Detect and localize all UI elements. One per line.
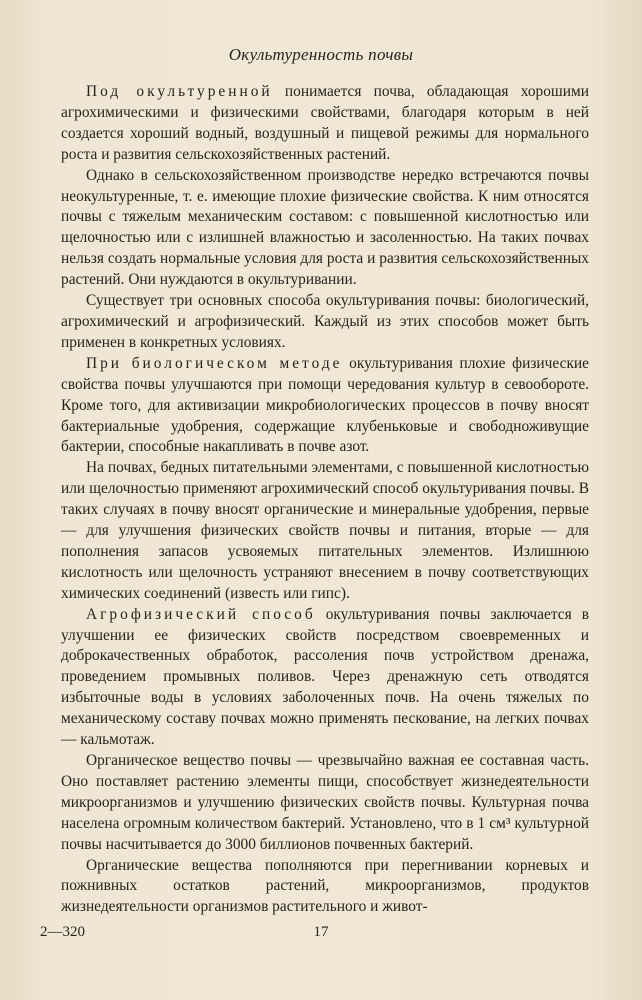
paragraph-2 bbox=[61, 166, 589, 291]
paragraph-8-text: Органические вещества пополняются при перегнивании корневых и пожнивных остатков растений, микроорганизмов, продуктов жизнедеятельности организмов растительного и живот- bbox=[61, 856, 589, 916]
paragraph-4-text: окультуривания плохие физические свойства почвы улучшаются при помощи чередования культур в севообороте. Кроме того, для активизации микробиологических процессов в почву вносят бактериальные удобрения, содержащие клубеньковые и свободноживущие бактерии, способные накапливать в почве азот. bbox=[61, 354, 589, 456]
paragraph-3-text: Существует три основных способа окультуривания почвы: биологический, агрохимический и агрофизический. Каждый из этих способов может быть применен в конкретных условиях. bbox=[61, 292, 589, 351]
body-text bbox=[61, 82, 589, 918]
paragraph-7 bbox=[61, 751, 589, 856]
paragraph-2-text: Однако в сельскохозяйственном производстве нередко встречаются почвы неокультуренные, т. е. имеющие плохие физические свойства. К ним относятся почвы с тяжелым механическим составом: с повышенной кислотностью или щелочностью или с излишней влажностью и засоленностью. На таких почвах нельзя создать нормальные условия для роста и развития сельскохозяйственных растений. Они нуждаются в окультуривании. bbox=[61, 166, 589, 289]
paragraph-3 bbox=[61, 291, 589, 354]
paragraph-1-lead: Под окультуренной bbox=[86, 83, 273, 100]
page-number: 17 bbox=[313, 924, 329, 940]
paragraph-6 bbox=[61, 605, 589, 751]
paragraph-4 bbox=[61, 354, 589, 459]
paragraph-1-text: понимается почва, обладающая хорошими агрохимическими и физическими свойствами, благодаря которым в ней создается хороший водный, воздушный и пищевой режимы для нормального роста и развития сельскохозяйственных растений. bbox=[61, 83, 589, 163]
section-title: Окультуренность почвы bbox=[228, 45, 414, 64]
paragraph-5 bbox=[61, 458, 589, 604]
paragraph-1 bbox=[61, 82, 589, 166]
paragraph-5-text: На почвах, бедных питательными элементами, с повышенной кислотностью или щелочностью применяют агрохимический способ окультуривания почвы. В таких случаях в почву вносят органические и минеральные удобрения, первые — для улучшения физических свойств почвы и питания, вторые — для пополнения запасов усвояемых питательных элементов. Излишнюю кислотность или щелочность устраняют внесением в почву соответствующих химических соединений (известь или гипс). bbox=[61, 459, 589, 602]
paragraph-7-text: Органическое вещество почвы — чрезвычайно важная ее составная часть. Оно поставляет растению элементы пищи, способствует жизнедеятельности микроорганизмов и улучшению физических свойств почвы. Культурная почва населена огромным количеством бактерий. Установлено, что в 1 см³ культурной почвы насчитывается до 3000 биллионов почвенных бактерий. bbox=[61, 752, 589, 853]
paragraph-8 bbox=[61, 856, 589, 919]
paragraph-6-text: окультуривания почвы заключается в улучшении ее физических свойств посредством своевременных и доброкачественных обработок, рассоления почв устройством дренажа, проведением промывных поливов. Через дренажную сеть отводятся избыточные воды в условиях заболоченных почв. На очень тяжелых по механическому составу почвах можно применять пескование, на легких почвах — кальмотаж. bbox=[61, 605, 589, 749]
printer-signature: 2—320 bbox=[40, 924, 85, 940]
paragraph-6-lead: Агрофизический способ bbox=[86, 605, 316, 623]
paragraph-4-lead: При биологическом методе bbox=[86, 354, 343, 372]
